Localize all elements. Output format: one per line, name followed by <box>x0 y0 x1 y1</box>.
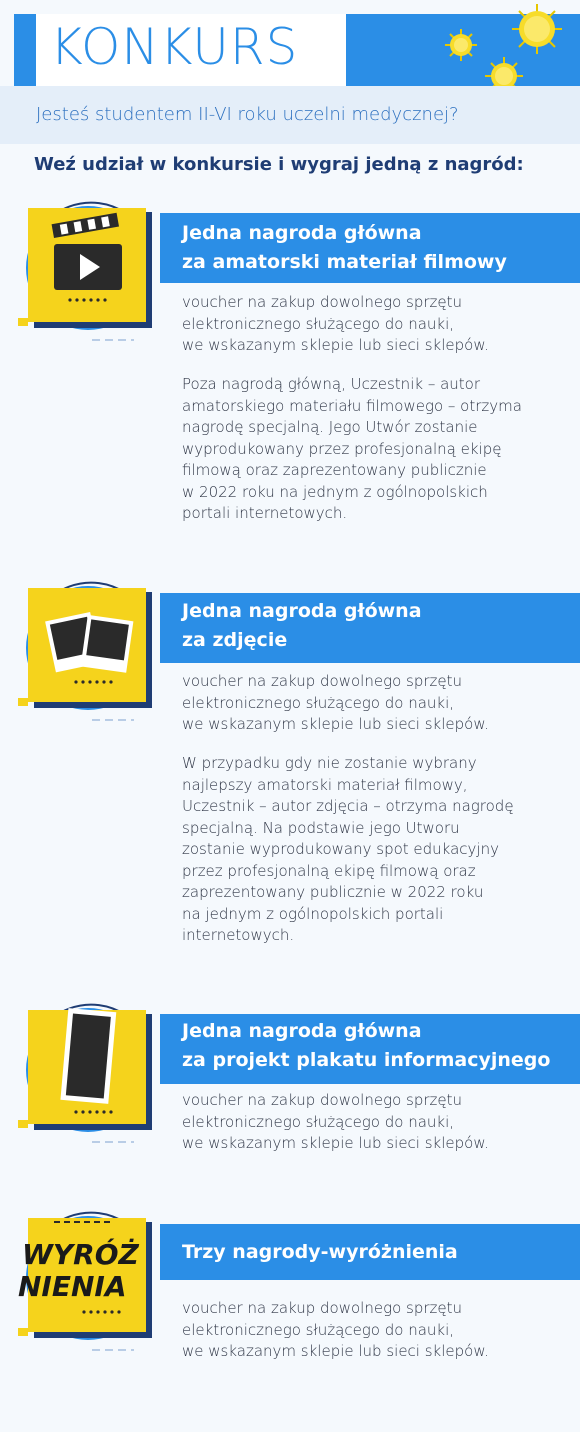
prize-voucher-text: voucher na zakup dowolnego sprzętu elektronicznego służącego do nauki, we wskazanym sklepie lub sieci sklepów. <box>182 672 489 733</box>
intro-heading: Weź udział w konkursie i wygraj jedną z nagród: <box>34 154 524 175</box>
clapperboard-play-icon <box>14 198 164 348</box>
prize-icon-badge <box>14 1208 164 1358</box>
prize-title: Jedna nagroda główna za amatorski materiał filmowy <box>182 222 507 273</box>
prize-title: Trzy nagrody-wyróżnienia <box>182 1241 458 1263</box>
prize-title: Jedna nagroda główna za projekt plakatu informacyjnego <box>182 1020 551 1071</box>
prize-extra-text: Poza nagrodą główną, Uczestnik – autor amatorskiego materiału filmowego – otrzyma nagrodę specjalną. Jego Utwór zostanie wyprodukowany przez profesjonalną ekipę filmową oraz zaprezentowany publicznie w 2022 roku na jednym z ogólnopolskich portali internetowych. <box>182 375 522 522</box>
virus-icon <box>510 2 564 56</box>
virus-icon <box>444 28 478 62</box>
page-title: KONKURS <box>50 18 299 76</box>
prize-voucher-text: voucher na zakup dowolnego sprzętu elektronicznego służącego do nauki, we wskazanym sklepie lub sieci sklepów. <box>182 1299 489 1360</box>
prize-icon-badge <box>14 578 164 728</box>
badge-line-1: WYRÓŻ <box>22 1238 139 1271</box>
badge-text-icon <box>14 1208 164 1358</box>
prize-extra-text: W przypadku gdy nie zostanie wybrany najlepszy amatorski materiał filmowy, Uczestnik – autor zdjęcia – otrzyma nagrodę specjalną. Na podstawie jego Utworu zostanie wyprodukowany spot edukacyjny przez profesjonalną ekipę filmową oraz zaprezentowany publicznie w 2022 roku na jednym z ogólnopolskich portali internetowych. <box>182 754 514 944</box>
prize-title: Jedna nagroda główna za zdjęcie <box>182 600 422 651</box>
prize-voucher-text: voucher na zakup dowolnego sprzętu elektronicznego służącego do nauki, we wskazanym sklepie lub sieci sklepów. <box>182 1091 489 1152</box>
prize-icon-badge <box>14 1000 164 1150</box>
prize-voucher-text: voucher na zakup dowolnego sprzętu elektronicznego służącego do nauki, we wskazanym sklepie lub sieci sklepów. <box>182 293 489 354</box>
prize-icon-badge <box>14 198 164 348</box>
badge-line-2: NIENIA <box>18 1270 127 1303</box>
subtitle: Jesteś studentem II-VI roku uczelni medycznej? <box>36 104 459 125</box>
photos-icon <box>14 578 164 728</box>
poster-icon <box>14 1000 164 1150</box>
